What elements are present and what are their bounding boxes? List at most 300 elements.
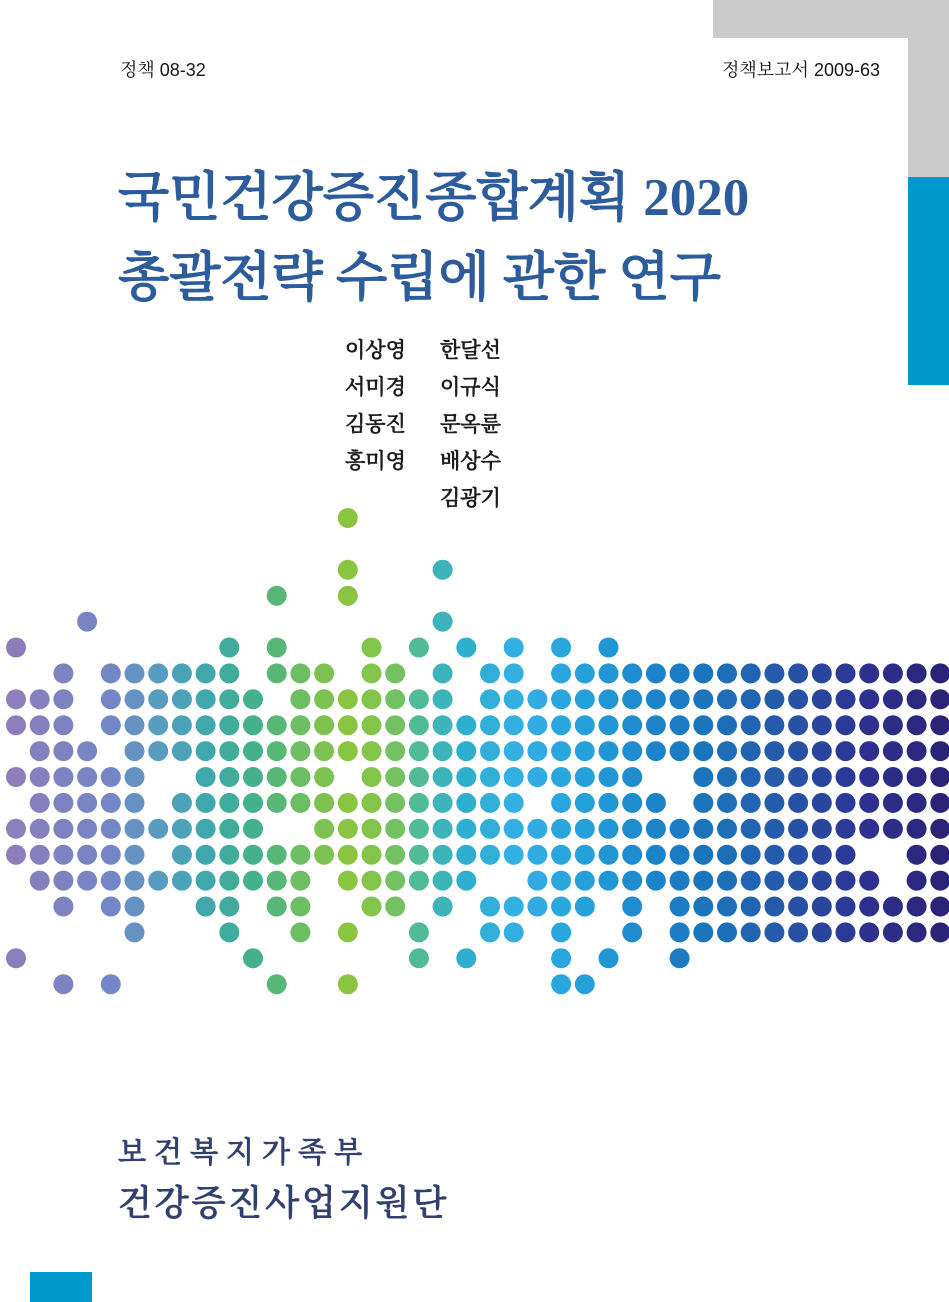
- pattern-dot: [717, 689, 737, 709]
- pattern-dot: [267, 845, 287, 865]
- pattern-dot: [527, 741, 547, 761]
- pattern-dot: [646, 793, 666, 813]
- pattern-dot: [717, 663, 737, 683]
- pattern-dot: [504, 767, 524, 787]
- pattern-dot: [409, 871, 429, 891]
- pattern-dot: [717, 715, 737, 735]
- report-title-line2: 총괄전략 수립에 관한 연구: [118, 249, 721, 307]
- pattern-dot: [172, 663, 192, 683]
- pattern-dot: [219, 793, 239, 813]
- pattern-dot: [30, 767, 50, 787]
- pattern-dot: [433, 612, 453, 632]
- pattern-dot: [764, 793, 784, 813]
- pattern-dot: [290, 741, 310, 761]
- pattern-dot: [693, 819, 713, 839]
- pattern-dot: [930, 663, 949, 683]
- pattern-dot: [148, 715, 168, 735]
- pattern-dot: [125, 871, 145, 891]
- pattern-dot: [741, 922, 761, 942]
- pattern-dot: [456, 638, 476, 658]
- author-name: 배상수: [440, 450, 501, 473]
- pattern-dot: [670, 948, 690, 968]
- pattern-dot: [125, 663, 145, 683]
- pattern-dot: [764, 767, 784, 787]
- pattern-dot: [433, 741, 453, 761]
- pattern-dot: [599, 819, 619, 839]
- pattern-dot: [219, 689, 239, 709]
- pattern-dot: [670, 715, 690, 735]
- pattern-dot: [599, 663, 619, 683]
- pattern-dot: [859, 741, 879, 761]
- pattern-dot: [385, 871, 405, 891]
- pattern-dot: [77, 612, 97, 632]
- pattern-dot: [290, 663, 310, 683]
- pattern-dot: [314, 819, 334, 839]
- pattern-dot: [385, 819, 405, 839]
- pattern-dot: [504, 689, 524, 709]
- pattern-dot: [196, 897, 216, 917]
- pattern-dot: [314, 715, 334, 735]
- right-edge-gray-strip: [908, 38, 949, 177]
- pattern-dot: [433, 689, 453, 709]
- pattern-dot: [646, 819, 666, 839]
- pattern-dot: [883, 689, 903, 709]
- pattern-dot: [6, 689, 26, 709]
- pattern-dot: [172, 741, 192, 761]
- pattern-dot: [788, 689, 808, 709]
- pattern-dot: [53, 897, 73, 917]
- pattern-dot: [764, 741, 784, 761]
- pattern-dot: [338, 845, 358, 865]
- pattern-dot: [219, 663, 239, 683]
- author-row: [345, 371, 540, 408]
- pattern-dot: [125, 741, 145, 761]
- pattern-dot: [575, 767, 595, 787]
- pattern-dot: [883, 922, 903, 942]
- pattern-dot: [930, 897, 949, 917]
- pattern-dot: [101, 767, 121, 787]
- pattern-dot: [480, 663, 500, 683]
- pattern-dot: [859, 793, 879, 813]
- pattern-dot: [599, 948, 619, 968]
- pattern-dot: [551, 741, 571, 761]
- pattern-dot: [599, 741, 619, 761]
- pattern-dot: [504, 663, 524, 683]
- pattern-dot: [930, 715, 949, 735]
- pattern-dot: [504, 922, 524, 942]
- pattern-dot: [219, 819, 239, 839]
- author-row: [345, 482, 540, 519]
- pattern-dot: [551, 974, 571, 994]
- pattern-dot: [788, 715, 808, 735]
- pattern-dot: [409, 922, 429, 942]
- pattern-dot: [907, 871, 927, 891]
- pattern-dot: [267, 871, 287, 891]
- pattern-dot: [575, 689, 595, 709]
- pattern-dot: [314, 689, 334, 709]
- pattern-dot: [575, 974, 595, 994]
- pattern-dot: [599, 638, 619, 658]
- pattern-dot: [812, 663, 832, 683]
- pattern-dot: [504, 897, 524, 917]
- pattern-dot: [30, 819, 50, 839]
- pattern-dot: [53, 767, 73, 787]
- pattern-dot: [907, 922, 927, 942]
- pattern-dot: [930, 845, 949, 865]
- pattern-dot: [788, 819, 808, 839]
- pattern-dot: [741, 689, 761, 709]
- pattern-dot: [6, 819, 26, 839]
- pattern-dot: [764, 715, 784, 735]
- pattern-dot: [836, 793, 856, 813]
- pattern-dot: [741, 663, 761, 683]
- pattern-dot: [53, 871, 73, 891]
- pattern-dot: [812, 871, 832, 891]
- pattern-dot: [480, 741, 500, 761]
- pattern-dot: [243, 948, 263, 968]
- pattern-dot: [527, 845, 547, 865]
- pattern-dot: [77, 767, 97, 787]
- pattern-dot: [693, 663, 713, 683]
- pattern-dot: [622, 767, 642, 787]
- pattern-dot: [551, 845, 571, 865]
- pattern-dot: [267, 793, 287, 813]
- pattern-dot: [670, 922, 690, 942]
- pattern-dot: [433, 663, 453, 683]
- pattern-dot: [338, 715, 358, 735]
- pattern-dot: [101, 689, 121, 709]
- pattern-dot: [741, 715, 761, 735]
- pattern-dot: [575, 663, 595, 683]
- pattern-dot: [764, 663, 784, 683]
- pattern-dot: [551, 689, 571, 709]
- pattern-dot: [670, 845, 690, 865]
- pattern-dot: [883, 741, 903, 761]
- pattern-dot: [172, 689, 192, 709]
- pattern-dot: [907, 741, 927, 761]
- pattern-dot: [385, 793, 405, 813]
- pattern-dot: [670, 871, 690, 891]
- top-right-gray-bar: [713, 0, 949, 38]
- pattern-dot: [290, 793, 310, 813]
- pattern-dot: [77, 819, 97, 839]
- pattern-dot: [172, 793, 192, 813]
- pattern-dot: [196, 871, 216, 891]
- pattern-dot: [622, 793, 642, 813]
- author-list: [345, 334, 540, 519]
- pattern-dot: [30, 741, 50, 761]
- pattern-dot: [290, 922, 310, 942]
- pattern-dot: [883, 819, 903, 839]
- pattern-dot: [290, 871, 310, 891]
- pattern-dot: [433, 560, 453, 580]
- author-row: [345, 408, 540, 445]
- pattern-dot: [456, 845, 476, 865]
- pattern-dot: [456, 741, 476, 761]
- pattern-dot: [504, 845, 524, 865]
- pattern-dot: [788, 793, 808, 813]
- pattern-dot: [836, 871, 856, 891]
- pattern-dot: [930, 689, 949, 709]
- pattern-dot: [930, 819, 949, 839]
- pattern-dot: [30, 871, 50, 891]
- pattern-dot: [125, 845, 145, 865]
- pattern-dot: [670, 689, 690, 709]
- pattern-dot: [148, 819, 168, 839]
- pattern-dot: [575, 871, 595, 891]
- author-name: 홍미영: [345, 450, 406, 473]
- pattern-dot: [836, 663, 856, 683]
- pattern-dot: [622, 715, 642, 735]
- pattern-dot: [741, 767, 761, 787]
- pattern-dot: [670, 663, 690, 683]
- author-name: 문옥륜: [440, 413, 501, 436]
- report-title: [118, 158, 749, 318]
- pattern-dot: [338, 871, 358, 891]
- pattern-dot: [622, 845, 642, 865]
- pattern-dot: [290, 689, 310, 709]
- pattern-dot: [907, 897, 927, 917]
- pattern-dot: [53, 819, 73, 839]
- pattern-dot: [788, 922, 808, 942]
- pattern-dot: [338, 922, 358, 942]
- pattern-dot: [101, 793, 121, 813]
- pattern-dot: [836, 767, 856, 787]
- pattern-dot: [338, 793, 358, 813]
- pattern-dot: [575, 793, 595, 813]
- pattern-dot: [764, 845, 784, 865]
- pattern-dot: [599, 689, 619, 709]
- bottom-left-blue-block: [30, 1272, 92, 1302]
- pattern-dot: [53, 689, 73, 709]
- pattern-dot: [551, 715, 571, 735]
- pattern-dot: [219, 715, 239, 735]
- pattern-dot: [717, 767, 737, 787]
- pattern-dot: [788, 663, 808, 683]
- pattern-dot: [599, 793, 619, 813]
- pattern-dot: [219, 638, 239, 658]
- pattern-dot: [433, 845, 453, 865]
- pattern-dot: [717, 897, 737, 917]
- pattern-dot: [53, 793, 73, 813]
- pattern-dot: [196, 689, 216, 709]
- pattern-dot: [267, 741, 287, 761]
- pattern-dot: [480, 819, 500, 839]
- pattern-dot: [409, 819, 429, 839]
- pattern-dot: [930, 793, 949, 813]
- pattern-dot: [527, 689, 547, 709]
- pattern-dot: [409, 638, 429, 658]
- pattern-dot: [741, 819, 761, 839]
- pattern-dot: [764, 689, 784, 709]
- pattern-dot: [362, 741, 382, 761]
- pattern-dot: [243, 741, 263, 761]
- pattern-dot: [290, 897, 310, 917]
- pattern-dot: [551, 948, 571, 968]
- pattern-dot: [125, 819, 145, 839]
- pattern-dot: [504, 793, 524, 813]
- pattern-dot: [125, 897, 145, 917]
- pattern-dot: [907, 715, 927, 735]
- pattern-dot: [219, 741, 239, 761]
- pattern-dot: [575, 819, 595, 839]
- pattern-dot: [267, 638, 287, 658]
- pattern-dot: [385, 741, 405, 761]
- pattern-dot: [907, 793, 927, 813]
- pattern-dot: [764, 922, 784, 942]
- pattern-dot: [812, 689, 832, 709]
- pattern-dot: [883, 663, 903, 683]
- pattern-dot: [53, 663, 73, 683]
- pattern-dot: [836, 897, 856, 917]
- pattern-dot: [314, 793, 334, 813]
- pattern-dot: [836, 689, 856, 709]
- pattern-dot: [883, 897, 903, 917]
- pattern-dot: [836, 819, 856, 839]
- pattern-dot: [172, 871, 192, 891]
- pattern-dot: [30, 793, 50, 813]
- pattern-dot: [527, 871, 547, 891]
- pattern-dot: [717, 871, 737, 891]
- pattern-dot: [362, 767, 382, 787]
- pattern-dot: [504, 715, 524, 735]
- pattern-dot: [907, 663, 927, 683]
- pattern-dot: [907, 767, 927, 787]
- pattern-dot: [456, 793, 476, 813]
- pattern-dot: [575, 897, 595, 917]
- pattern-dot: [812, 845, 832, 865]
- pattern-dot: [6, 767, 26, 787]
- pattern-dot: [409, 948, 429, 968]
- pattern-dot: [243, 819, 263, 839]
- pattern-dot: [385, 689, 405, 709]
- pattern-dot: [433, 793, 453, 813]
- report-series-number: 정책 08-32: [120, 60, 206, 80]
- pattern-dot: [717, 922, 737, 942]
- pattern-dot: [267, 663, 287, 683]
- pattern-dot: [219, 922, 239, 942]
- pattern-dot: [859, 663, 879, 683]
- pattern-dot: [196, 819, 216, 839]
- pattern-dot: [622, 897, 642, 917]
- pattern-dot: [812, 793, 832, 813]
- pattern-dot: [385, 767, 405, 787]
- pattern-dot: [433, 819, 453, 839]
- pattern-dot: [219, 845, 239, 865]
- pattern-dot: [741, 845, 761, 865]
- pattern-dot: [930, 767, 949, 787]
- pattern-dot: [53, 741, 73, 761]
- pattern-dot: [77, 845, 97, 865]
- agency-name: 건강증진사업지원단: [118, 1184, 450, 1223]
- pattern-dot: [243, 689, 263, 709]
- pattern-dot: [409, 793, 429, 813]
- pattern-dot: [693, 897, 713, 917]
- pattern-dot: [859, 922, 879, 942]
- pattern-dot: [433, 767, 453, 787]
- pattern-dot: [527, 897, 547, 917]
- pattern-dot: [480, 689, 500, 709]
- pattern-dot: [148, 871, 168, 891]
- pattern-dot: [480, 793, 500, 813]
- pattern-dot: [409, 689, 429, 709]
- pattern-dot: [527, 819, 547, 839]
- pattern-dot: [551, 922, 571, 942]
- pattern-dot: [907, 819, 927, 839]
- pattern-dot: [599, 845, 619, 865]
- author-row: [345, 445, 540, 482]
- pattern-dot: [907, 845, 927, 865]
- pattern-dot: [77, 741, 97, 761]
- author-name: 이규식: [440, 376, 501, 399]
- pattern-dot: [741, 741, 761, 761]
- pattern-dot: [125, 767, 145, 787]
- pattern-dot: [859, 689, 879, 709]
- pattern-dot: [409, 715, 429, 735]
- pattern-dot: [267, 767, 287, 787]
- author-name: 서미경: [345, 376, 406, 399]
- pattern-dot: [338, 974, 358, 994]
- pattern-dot: [788, 897, 808, 917]
- pattern-dot: [693, 922, 713, 942]
- pattern-dot: [243, 715, 263, 735]
- pattern-dot: [836, 741, 856, 761]
- pattern-dot: [551, 897, 571, 917]
- pattern-dot: [125, 922, 145, 942]
- pattern-dot: [670, 741, 690, 761]
- pattern-dot: [456, 767, 476, 787]
- pattern-dot: [883, 715, 903, 735]
- pattern-dot: [670, 819, 690, 839]
- pattern-dot: [504, 819, 524, 839]
- pattern-dot: [622, 922, 642, 942]
- pattern-dot: [575, 741, 595, 761]
- pattern-dot: [670, 897, 690, 917]
- pattern-dot: [101, 845, 121, 865]
- pattern-dot: [504, 741, 524, 761]
- pattern-dot: [385, 897, 405, 917]
- pattern-dot: [172, 819, 192, 839]
- pattern-dot: [480, 845, 500, 865]
- pattern-dot: [196, 767, 216, 787]
- pattern-dot: [290, 845, 310, 865]
- pattern-dot: [812, 897, 832, 917]
- pattern-dot: [812, 767, 832, 787]
- pattern-dot: [693, 689, 713, 709]
- pattern-dot: [622, 741, 642, 761]
- pattern-dot: [859, 715, 879, 735]
- pattern-dot: [267, 586, 287, 606]
- pattern-dot: [693, 845, 713, 865]
- pattern-dot: [859, 819, 879, 839]
- pattern-dot: [30, 689, 50, 709]
- pattern-dot: [930, 922, 949, 942]
- pattern-dot: [859, 767, 879, 787]
- pattern-dot: [243, 793, 263, 813]
- pattern-dot: [693, 741, 713, 761]
- pattern-dot: [622, 663, 642, 683]
- pattern-dot: [717, 793, 737, 813]
- pattern-dot: [267, 974, 287, 994]
- pattern-dot: [53, 715, 73, 735]
- pattern-dot: [456, 948, 476, 968]
- pattern-dot: [764, 897, 784, 917]
- pattern-dot: [551, 871, 571, 891]
- pattern-dot: [433, 871, 453, 891]
- pattern-dot: [717, 819, 737, 839]
- pattern-dot: [243, 871, 263, 891]
- pattern-dot: [125, 715, 145, 735]
